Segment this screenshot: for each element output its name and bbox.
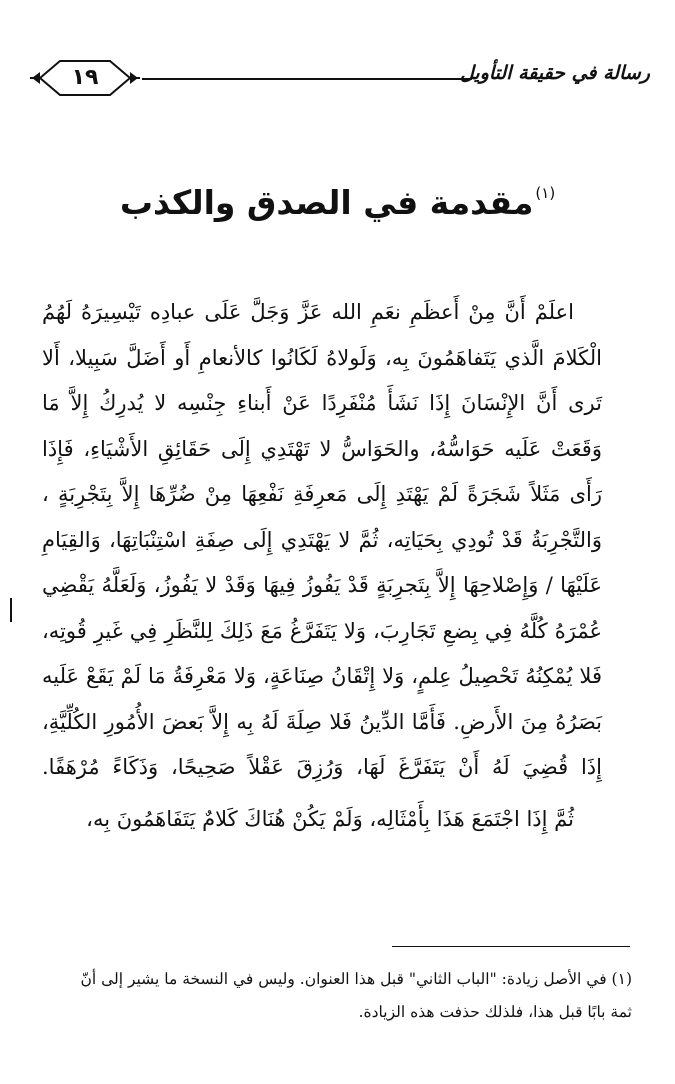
chapter-heading <box>0 183 675 222</box>
margin-page-mark <box>10 598 12 622</box>
body-paragraph: ثُمَّ إِذَا اجْتَمَعَ هَذَا بِأَمْثَالِه، وَلَمْ يَكُنْ هُنَاكَ كَلامٌ يَتَفَاهَمُونَ بِه، <box>86 806 574 831</box>
heading-footnote-ref: (١) <box>535 184 556 202</box>
header-rule <box>142 78 472 80</box>
page-number-badge <box>30 58 140 98</box>
page-header <box>30 58 650 98</box>
footnote-line: ثمة بابًا قبل هذا، فلذلك حذفت هذه الزيادة. <box>358 1003 632 1021</box>
running-title: رسالة في حقيقة التأويل <box>460 62 650 84</box>
chapter-title: مقدمة في الصدق والكذب <box>119 183 534 222</box>
footnote <box>42 963 632 1029</box>
footnote-line: (١) في الأصل زيادة: "الباب الثاني" قبل هذا العنوان. وليس في النسخة ما يشير إلى أنّ <box>80 970 632 988</box>
footnote-separator <box>392 946 630 947</box>
page-number: ١٩ <box>71 65 99 90</box>
body-text <box>42 290 602 842</box>
body-paragraph: اعلَمْ أَنَّ مِنْ أَعظَمِ نعَمِ الله عَزَّ وَجَلَّ عَلَى عبادِه تَيْسِيرَهُ لَهُمُ الْكَلامَ الَّذي يَتَفاهَمُونَ بِه، وَلَولاهُ لَكَانُوا كالأنعامِ أَو أَضَلَّ سَبِيلا، أَلا تَرى أَنَّ الإِنْسَانَ إِذَا نَشَأَ مُنْفَرِدًا عَنْ أَبناءِ جِنْسِه لا يُدرِكُ إِلاَّ مَا وَقَعَتْ عَلَيه حَوَاسُّهُ، والحَوَاسُّ لا تَهْتَدِي إِلَى حَقَائِقِ الأَشْيَاءِ، فَإِذَا رَأَى مَثَلاً شَجَرَةً لَمْ يَهْتَدِ إِلَى مَعرِفَةِ نَفْعِهَا مِنْ ضُرِّهَا إِلاَّ بِتَجْرِبَةٍ ، وَالتَّجْرِبَةُ قَدْ تُودِي بِحَيَاتِه، ثُمَّ لا يَهْتَدِي إِلَى صِفَةِ اسْتِنْبَاتِهَا، وَالقِيَامِ عَلَيْهَا / وَإِصْلاحِهَا إِلاَّ بِتَجرِبَةٍ قَدْ يَفُوزُ فِيهَا وَقَدْ لا يَفُوزُ، وَلَعَلَّهُ يَقْضِي عُمْرَهُ كُلَّهُ فِي بِضعِ تَجَارِبَ، وَلا يَتَفَرَّغُ مَعَ ذَلِكَ لِلنَّظَرِ فِي غَيرِ قُوتِه، فَلا يُمْكِنُهُ تَحْصِيلُ عِلمٍ، وَلا إِتْقَانُ صِنَاعَةٍ، وَلا مَعْرِفَةُ مَا لَمْ يَقَعْ عَلَيه بَصَرُهُ مِنَ الأَرضِ. فَأَمَّا الدِّينُ فَلا صِلَةَ لَهُ بِه إِلاَّ بَعضَ الأُمُورِ الكُلِّيَّةِ، إِذَا قُضِيَ لَهُ أَنْ يَتَفَرَّغَ لَهَا، وَرُزِقَ عَقْلاً صَحِيحًا، وَذَكَاءً مُرْهَفًا. <box>42 300 602 779</box>
